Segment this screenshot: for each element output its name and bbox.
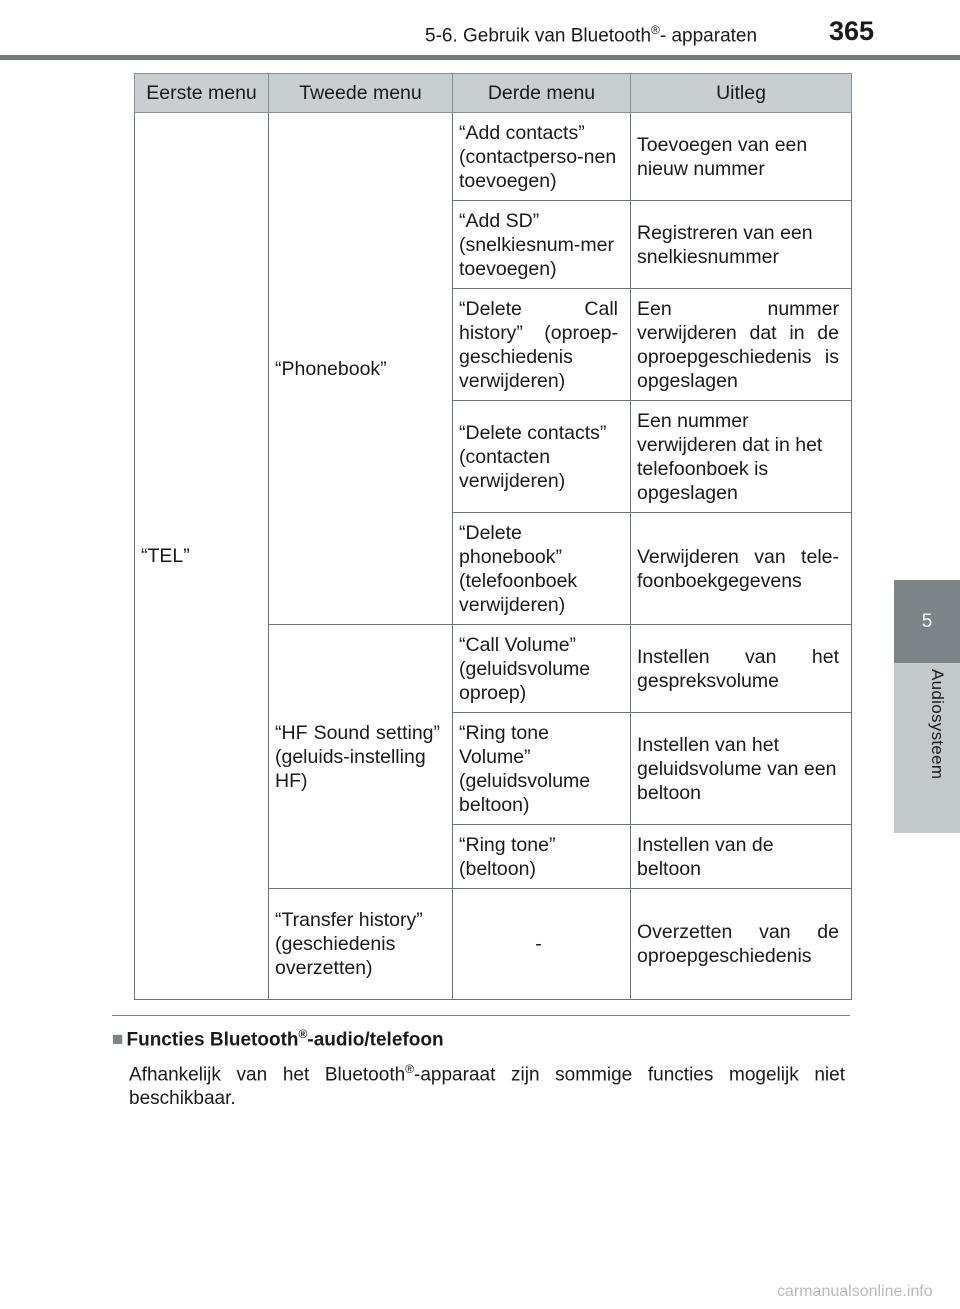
page-number: 365 <box>829 16 875 46</box>
running-header-title <box>425 23 757 47</box>
explanation-cell: Instellen van de beltoon <box>631 825 852 889</box>
third-menu-cell: “Ring tone Volume” (geluidsvolume beltoon) <box>453 713 631 825</box>
registered-mark: ® <box>298 1027 308 1041</box>
third-menu-cell: “Add contacts” (contactperso-nen toevoegen) <box>453 113 631 201</box>
registered-mark: ® <box>651 23 660 37</box>
third-menu-cell: “Add SD” (snelkiesnum-mer toevoegen) <box>453 201 631 289</box>
explanation-cell: Instellen van het geluidsvolume van een beltoon <box>631 713 852 825</box>
header-first-menu: Eerste menu <box>135 74 269 113</box>
explanation-cell: Verwijderen van tele-foonboekgegevens <box>631 513 852 625</box>
second-menu-cell: “Phonebook” <box>269 113 453 625</box>
third-menu-cell: “Call Volume” (geluidsvolume oproep) <box>453 625 631 713</box>
section-heading <box>112 1027 444 1051</box>
chapter-tab-number: 5 <box>894 580 960 663</box>
third-menu-cell: “Delete Call history” (oproep-geschiedenis verwijderen) <box>453 289 631 401</box>
explanation-cell: Een nummer verwijderen dat in de oproepgeschiedenis is opgeslagen <box>631 289 852 401</box>
third-menu-cell: - <box>453 889 631 1000</box>
header-title-suffix: - apparaten <box>659 25 758 47</box>
third-menu-cell: “Delete contacts” (contacten verwijderen) <box>453 401 631 513</box>
watermark: carmanualsonline.info <box>777 1283 933 1300</box>
third-menu-cell: “Delete phonebook” (telefoonboek verwijderen) <box>453 513 631 625</box>
header-second-menu: Tweede menu <box>269 74 453 113</box>
bullet-square-icon: ■ <box>112 1029 124 1051</box>
menu-table <box>134 73 852 1000</box>
explanation-cell: Instellen van het gespreksvolume <box>631 625 852 713</box>
table-header-row <box>135 74 852 113</box>
registered-mark: ® <box>405 1062 415 1076</box>
first-menu-cell: “TEL” <box>135 113 269 1000</box>
second-menu-cell: “HF Sound setting” (geluids-instelling HF) <box>269 625 453 889</box>
second-menu-cell: “Transfer history” (geschiedenis overzetten) <box>269 889 453 1000</box>
section-heading-suffix: -audio/telefoon <box>307 1029 444 1051</box>
section-heading-text: Functies Bluetooth <box>126 1029 299 1051</box>
header-third-menu: Derde menu <box>453 74 631 113</box>
third-menu-cell: “Ring tone” (beltoon) <box>453 825 631 889</box>
explanation-cell: Toevoegen van een nieuw nummer <box>631 113 852 201</box>
chapter-tab-label-text: Audiosysteem <box>928 669 947 780</box>
explanation-cell: Een nummer verwijderen dat in het telefoonboek is opgeslagen <box>631 401 852 513</box>
header-explanation: Uitleg <box>631 74 852 113</box>
chapter-tab-label <box>894 663 960 833</box>
section-body <box>129 1057 845 1111</box>
explanation-cell: Registreren van een snelkiesnummer <box>631 201 852 289</box>
section-body-text: Afhankelijk van het Bluetooth <box>129 1064 406 1086</box>
table-row <box>135 113 852 201</box>
section-body-suffix: -apparaat zijn sommige functies mogelijk niet beschikbaar. <box>129 1064 845 1110</box>
header-rule <box>0 55 960 60</box>
section-divider <box>112 1015 850 1016</box>
header-title-text: 5-6. Gebruik van Bluetooth <box>425 25 652 47</box>
explanation-cell: Overzetten van de oproepgeschiedenis <box>631 889 852 1000</box>
